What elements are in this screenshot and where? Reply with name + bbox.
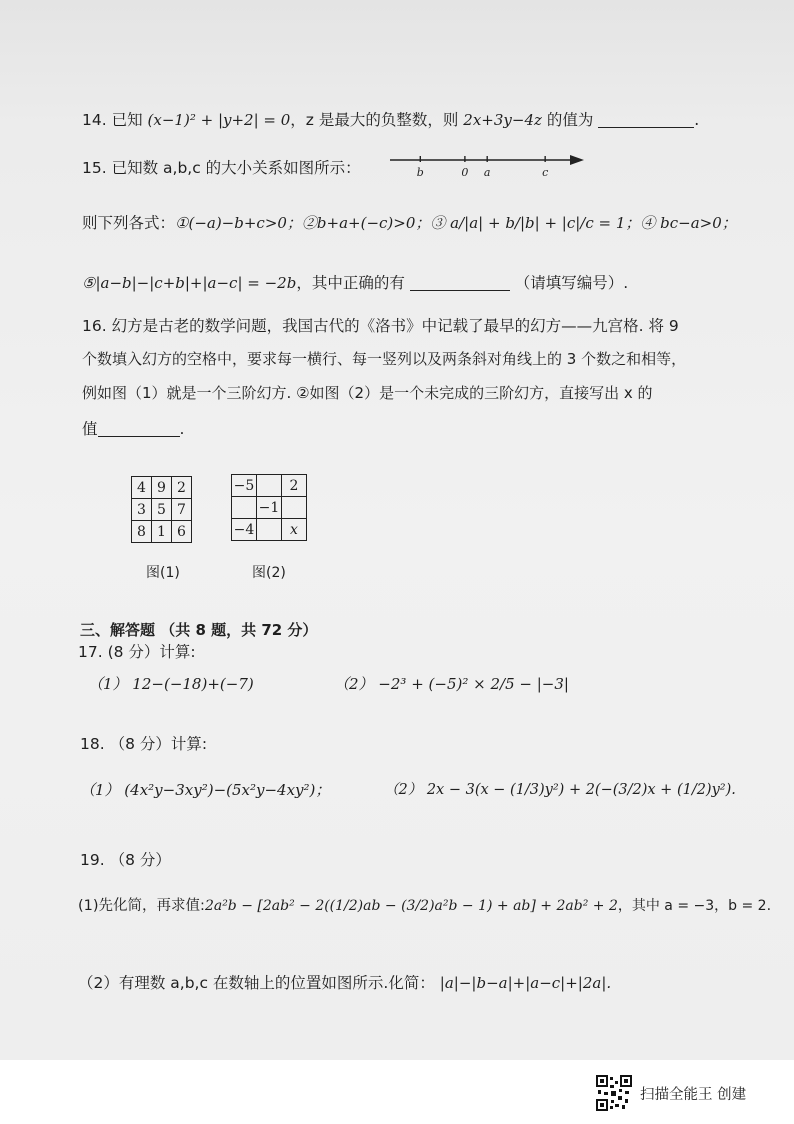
figure-caption-2: 图(2)	[252, 565, 286, 581]
question-16-line-2: 个数填入幻方的空格中，要求每一横行、每一竖列以及两条斜对角线上的 3 个数之和相等，	[82, 350, 687, 368]
question-15-options-b: ⑤|a−b|−|c+b|+|a−c| = −2b，其中正确的有 （请填写编号）.	[82, 274, 629, 292]
question-18-part-1: （1） (4x²y−3xy²)−(5x²y−4xy²)；	[80, 781, 331, 799]
grid-cell	[257, 519, 282, 541]
question-18-head: 18. （8 分）计算:	[80, 735, 208, 753]
question-19-head: 19. （8 分）	[80, 851, 171, 869]
grid-cell: 9	[152, 477, 172, 499]
answer-blank-14[interactable]	[598, 109, 694, 128]
grid-cell: 2	[282, 475, 307, 497]
figure-caption-1: 图(1)	[146, 565, 180, 581]
question-16-line-1: 16. 幻方是古老的数学问题，我国古代的《洛书》中记载了最早的幻方——九宫格. 将 9	[82, 317, 679, 335]
number-line-label: a	[483, 166, 491, 179]
grid-cell	[232, 497, 257, 519]
qr-code-icon	[596, 1075, 632, 1111]
grid-cell: 1	[152, 521, 172, 543]
grid-cell: 8	[132, 521, 152, 543]
number-line-label: c	[542, 166, 549, 179]
grid-cell: 7	[172, 499, 192, 521]
grid-row	[132, 499, 192, 521]
grid-cell: 5	[152, 499, 172, 521]
grid-cell	[282, 497, 307, 519]
question-15-options-a: 则下列各式：①(−a)−b+c>0；②b+a+(−c)>0；③ a/|a| + b/|b| + |c|/c = 1；④ bc−a>0；	[82, 214, 737, 232]
question-16-line-3: 例如图（1）就是一个三阶幻方. ②如图（2）是一个未完成的三阶幻方，直接写出 x 的	[82, 384, 653, 402]
magic-square-2	[231, 474, 307, 541]
question-19-part-1: (1)先化简，再求值:2a²b − [2ab² − 2((1/2)ab − (3/2)a²b − 1) + ab] + 2ab² + 2，其中 a = −3，b = 2.	[78, 898, 772, 914]
grid-cell: 2	[172, 477, 192, 499]
question-17-part-2: （2） −2³ + (−5)² × 2/5 − |−3|	[334, 675, 569, 693]
grid-cell-x: x	[282, 519, 307, 541]
answer-blank-15[interactable]	[410, 272, 510, 291]
question-17-head: 17. (8 分）计算:	[78, 643, 196, 661]
question-15: 15. 已知数 a,b,c 的大小关系如图所示：	[82, 159, 361, 177]
scanner-watermark	[596, 1073, 746, 1113]
grid-cell: 4	[132, 477, 152, 499]
grid-cell: 6	[172, 521, 192, 543]
number-line-arrow	[570, 155, 584, 165]
answer-blank-16[interactable]	[98, 418, 180, 437]
watermark-label: 扫描全能王 创建	[640, 1086, 747, 1103]
number-line-label: b	[416, 166, 424, 179]
grid-cell	[257, 475, 282, 497]
question-14: 14. 已知 (x−1)² + |y+2| = 0，z 是最大的负整数，则 2x+3y−4z 的值为 .	[82, 111, 700, 129]
grid-row	[232, 475, 307, 497]
number-line-15	[388, 150, 588, 180]
question-16-line-4: 值 .	[82, 420, 185, 438]
question-18-part-2: （2） 2x − 3(x − (1/3)y²) + 2(−(3/2)x + (1/2)y²).	[384, 782, 736, 798]
section-3-title: 三、解答题 （共 8 题，共 72 分）	[80, 621, 318, 639]
number-line-label: 0	[461, 166, 469, 179]
grid-cell: 3	[132, 499, 152, 521]
grid-cell: −1	[257, 497, 282, 519]
grid-cell: −5	[232, 475, 257, 497]
grid-row	[132, 521, 192, 543]
grid-cell: −4	[232, 519, 257, 541]
grid-row	[232, 519, 307, 541]
grid-row	[232, 497, 307, 519]
magic-square-1	[131, 476, 192, 543]
question-17-part-1: （1） 12−(−18)+(−7)	[88, 675, 254, 693]
grid-row	[132, 477, 192, 499]
question-19-part-2: （2）有理数 a,b,c 在数轴上的位置如图所示.化简： |a|−|b−a|+|a−c|+|2a|.	[78, 974, 612, 992]
